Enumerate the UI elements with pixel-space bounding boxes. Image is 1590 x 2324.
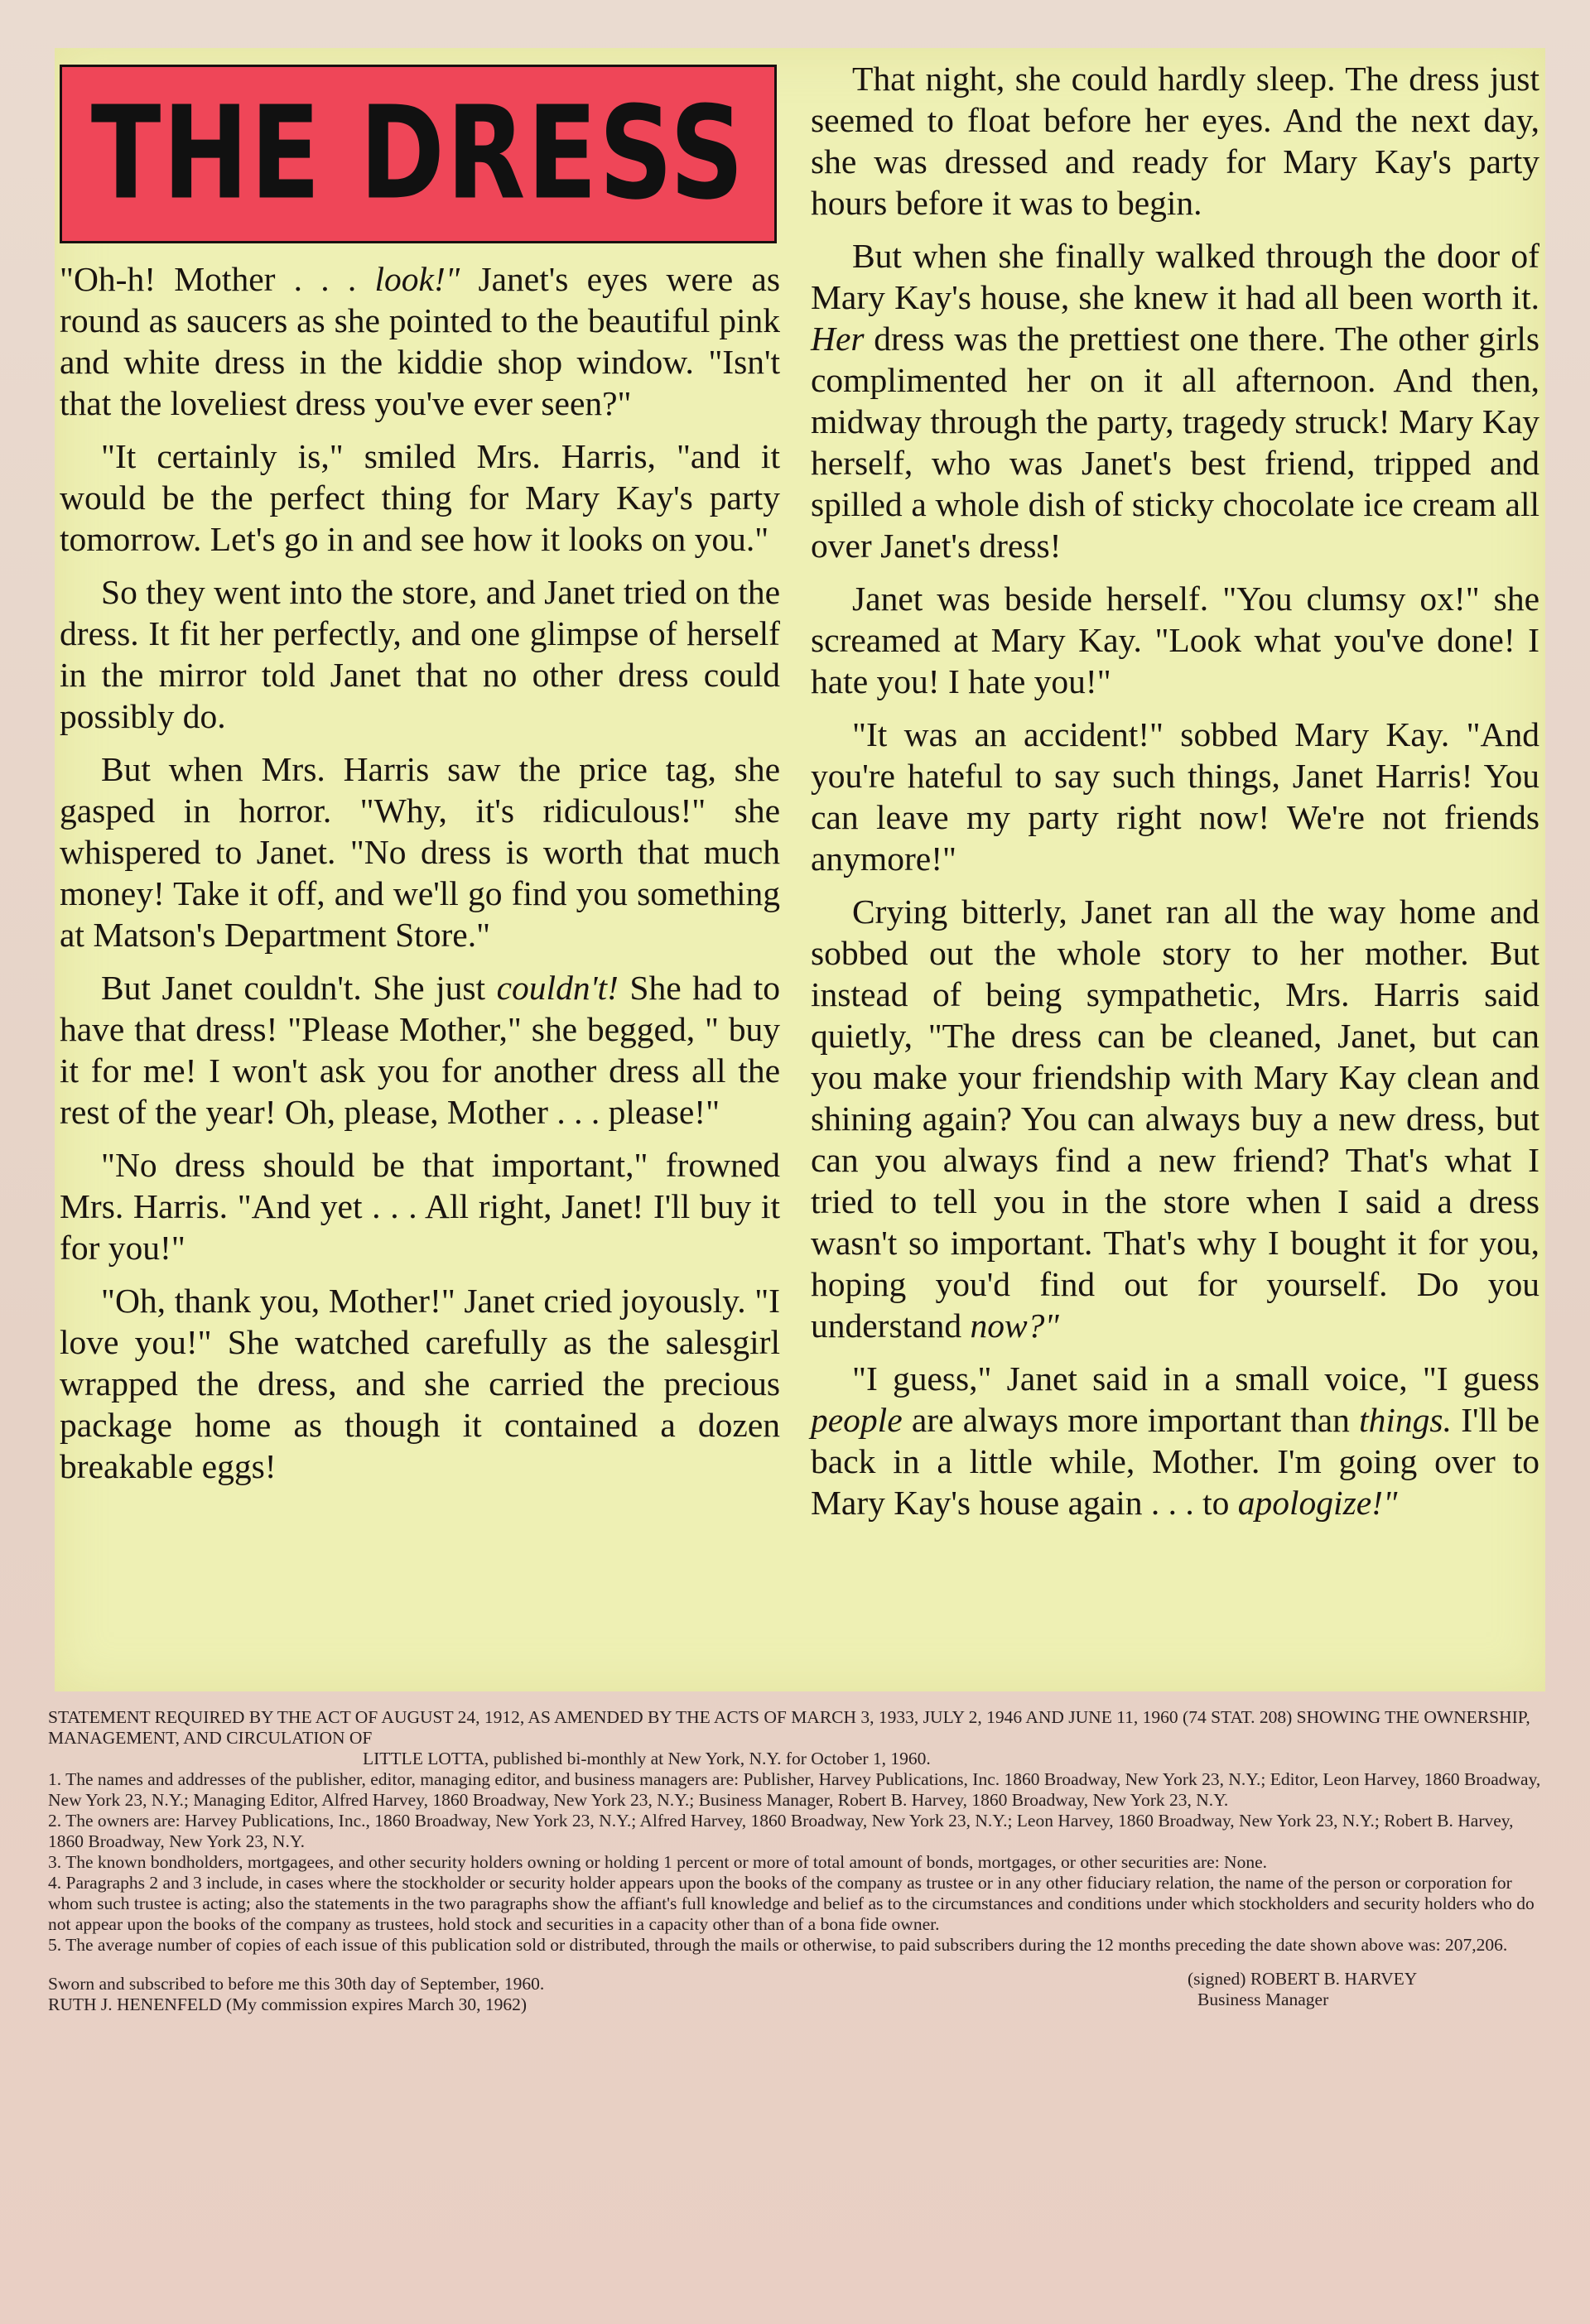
story-title-box [60,65,777,243]
emphasis-text: look!" [374,260,460,298]
story-paragraph: But Janet couldn't. She just couldn't! She had to have that dress! "Please Mother," she begged, " buy it for me! I won't ask you for another dress all the rest of the year! Oh, please, Mother . . . please!" [60,969,780,1131]
story-paragraph: "Oh, thank you, Mother!" Janet cried joyously. "I love you!" She watched carefully as the salesgirl wrapped the dress, and she carried the precious package home as though it contained a dozen breakable eggs! [60,1282,780,1485]
emphasis-text: Her [811,320,865,358]
statement-item-4: 4. Paragraphs 2 and 3 include, in cases where the stockholder or security holder appears upon the books of the company as trustee or in any other fiduciary relation, the name of the person or corporation for whom such trustee is acting; also the statements in the two paragraphs show the affiant's full knowledge and belief as to the circumstances and conditions under which stockholders and security holders who do not appear upon the books of the company as trustees, hold stock and securities in a capacity other than of a bona fide owner. [48,1873,1535,1934]
statement-item-3: 3. The known bondholders, mortgagees, and other security holders owning or holding 1 percent or more of total amount of bonds, mortgages, or other securities are: None. [48,1852,1267,1872]
story-paragraph: "No dress should be that important," frowned Mrs. Harris. "And yet . . . All right, Janet! I'll buy it for you!" [60,1146,780,1267]
story-paragraph: "It certainly is," smiled Mrs. Harris, "and it would be the perfect thing for Mary Kay's party tomorrow. Let's go in and see how it looks on you." [60,437,780,558]
story-panel [55,48,1545,1691]
story-paragraph: "I guess," Janet said in a small voice, "I guess people are always more important than things. I'll be back in a little while, Mother. I'm going over to Mary Kay's house again . . . to apologize!" [811,1359,1539,1522]
story-paragraph: So they went into the store, and Janet tried on the dress. It fit her perfectly, and one glimpse of herself in the mirror told Janet that no other dress could possibly do. [60,573,780,735]
signature-row [48,1969,1544,2040]
emphasis-text: now?" [970,1306,1059,1345]
story-column-right [811,58,1539,1535]
emphasis-text: couldn't! [496,969,619,1007]
story-paragraph: "It was an accident!" sobbed Mary Kay. "And you're hateful to say such things, Janet Harris! You can leave my party right now! We're not friends anymore!" [811,715,1539,878]
statement-item-5: 5. The average number of copies of each issue of this publication sold or distributed, through the mails or otherwise, to paid subscribers during the 12 months preceding the date shown above was: 207,206. [48,1935,1508,1955]
story-paragraph: Janet was beside herself. "You clumsy ox!" she screamed at Mary Kay. "Look what you've done! I hate you! I hate you!" [811,580,1539,700]
story-title: THE DRESS [90,79,746,229]
right-paragraphs [811,58,1539,1523]
statement-publication: LITTLE LOTTA, published bi-monthly at New York, N.Y. for October 1, 1960. [363,1749,931,1768]
story-column-left [60,48,780,1499]
statement-header: STATEMENT REQUIRED BY THE ACT OF AUGUST 24, 1912, AS AMENDED BY THE ACTS OF MARCH 3, 1933, JULY 2, 1946 AND JUNE 11, 1960 (74 STAT. 208) SHOWING THE OWNERSHIP, MANAGEMENT, AND CIRCULATION OF [48,1707,1530,1748]
sworn-block [48,1974,959,2015]
emphasis-text: apologize!" [1237,1484,1398,1522]
left-paragraphs [60,258,780,1487]
story-paragraph: But when Mrs. Harris saw the price tag, she gasped in horror. "Why, it's ridiculous!" she whispered to Janet. "No dress is worth that much money! Take it off, and we'll go find you something at Matson's Department Store." [60,750,780,954]
story-paragraph: But when she finally walked through the door of Mary Kay's house, she knew it had all been worth it. Her dress was the prettiest one there. The other girls complimented her on it all afternoon. And then, midway through the party, tragedy struck! Mary Kay herself, who was Janet's best friend, tripped and spilled a whole dish of sticky chocolate ice cream all over Janet's dress! [811,237,1539,565]
story-paragraph: That night, she could hardly sleep. The dress just seemed to float before her eyes. And the next day, she was dressed and ready for Mary Kay's party hours before it was to begin. [811,60,1539,222]
notary-line: RUTH J. HENENFELD (My commission expires March 30, 1962) [48,1994,528,2014]
statement-item-1: 1. The names and addresses of the publisher, editor, managing editor, and business managers are: Publisher, Harvey Publications, Inc. 1860 Broadway, New York 23, N.Y.; Editor, Leon Harvey, 1860 Broadway, New York 23, N.Y.; Managing Editor, Alfred Harvey, 1860 Broadway, New York 23, N.Y.; Business Manager, Robert B. Harvey, 1860 Broadway, New York 23, N.Y. [48,1769,1541,1810]
story-paragraph: "Oh-h! Mother . . . look!" Janet's eyes were as round as saucers as she pointed to the beautiful pink and white dress in the kiddie shop window. "Isn't that the loveliest dress you've ever seen?" [60,260,780,422]
ownership-statement [48,1707,1544,2040]
signed-block [1188,1969,1535,2010]
signed-name: (signed) ROBERT B. HARVEY [1188,1969,1418,1989]
sworn-line: Sworn and subscribed to before me this 30th day of September, 1960. [48,1974,545,1994]
signed-role: Business Manager [1197,1990,1329,2009]
emphasis-text: people [811,1401,903,1439]
statement-item-2: 2. The owners are: Harvey Publications, Inc., 1860 Broadway, New York 23, N.Y.; Alfred Harvey, 1860 Broadway, New York 23, N.Y.; Leon Harvey, 1860 Broadway, New York 23, N.Y.; Robert B. Harvey, 1860 Broadway, New York 23, N.Y. [48,1811,1514,1851]
emphasis-text: things. [1359,1401,1452,1439]
story-paragraph: Crying bitterly, Janet ran all the way home and sobbed out the whole story to her mother. But instead of being sympathetic, Mrs. Harris said quietly, "The dress can be cleaned, Janet, but can you make your friendship with Mary Kay clean and shining again? You can always buy a new dress, but can you always find a new friend? That's what I tried to tell you in the store when I said a dress wasn't so important. That's why I bought it for you, hoping you'd find out for yourself. Do you understand now?" [811,893,1539,1345]
